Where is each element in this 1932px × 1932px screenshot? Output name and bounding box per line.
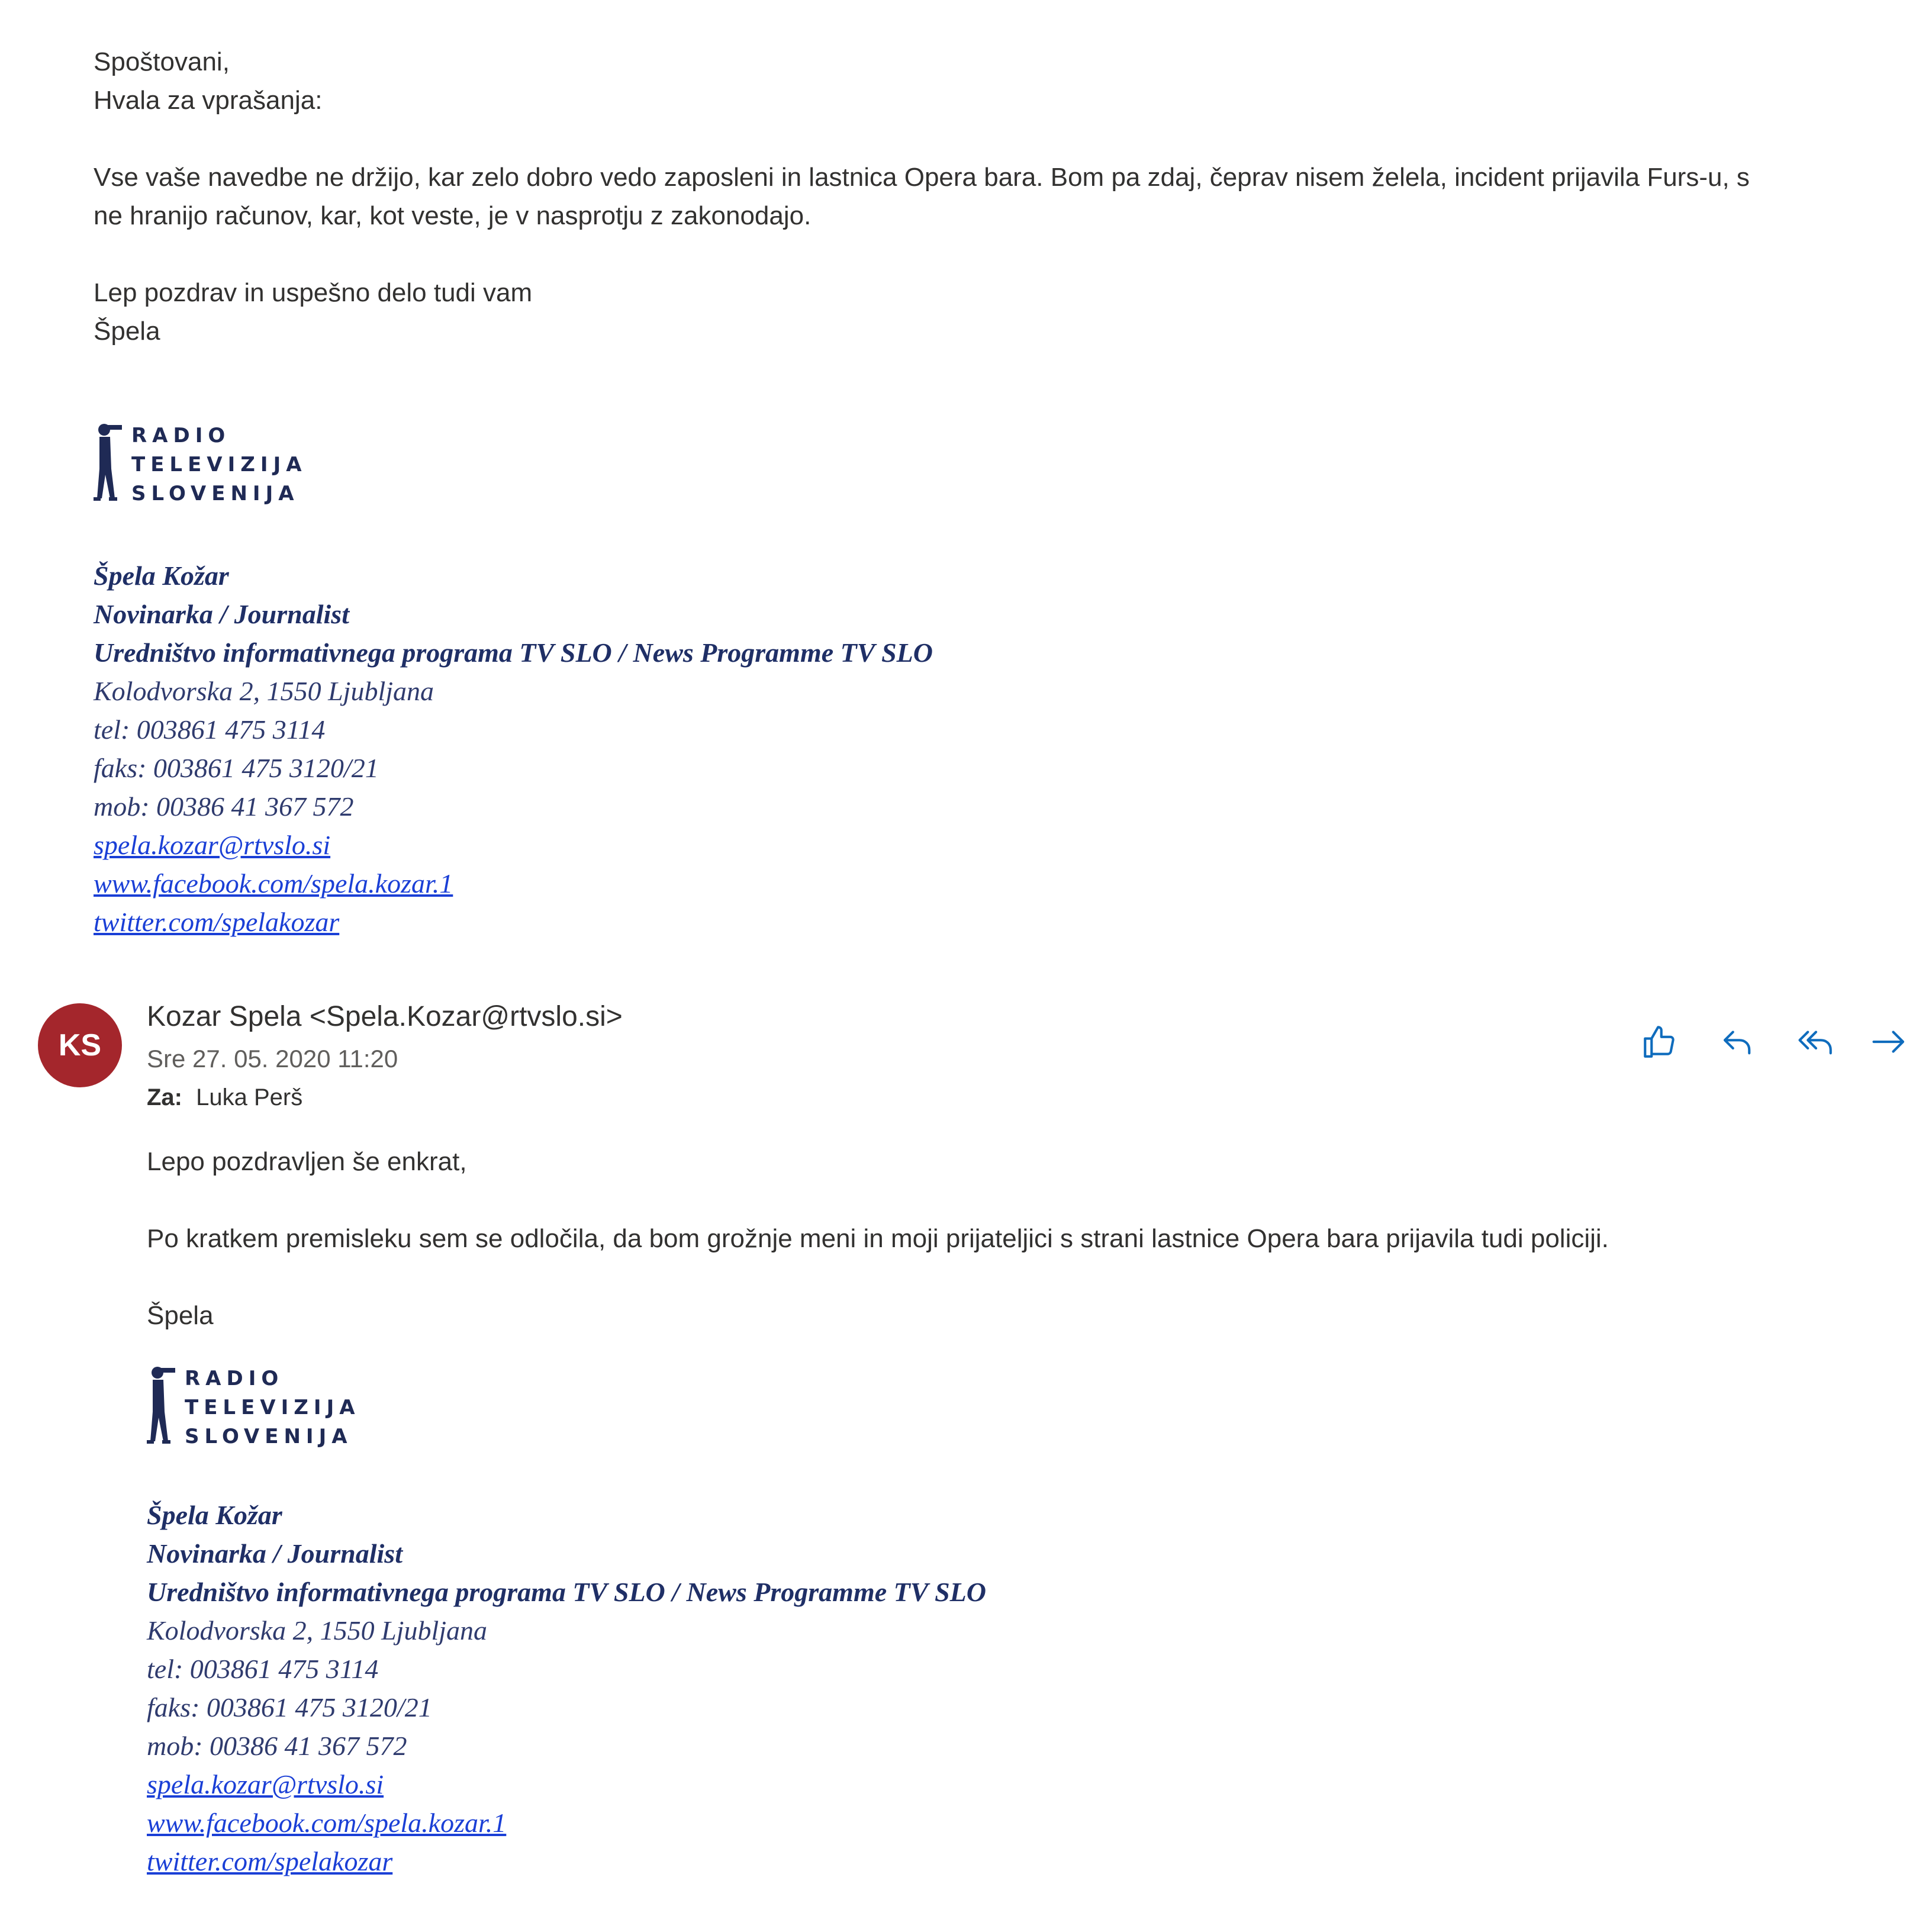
email2-paragraph: Po kratkem premisleku sem se odločila, da bom grožnje meni in moji prijateljici s strani lastnice Opera bara prijavila tudi policiji. [147,1224,1609,1253]
logo-text [131,421,307,508]
sender-avatar[interactable]: KS [38,1003,122,1087]
signature-tel: tel: 003861 475 3114 [147,1654,379,1684]
email1-closing: Lep pozdrav in uspešno delo tudi vam [94,278,533,307]
signature-role: Novinarka / Journalist [94,599,349,629]
signature-block [94,556,933,941]
trumpeter-icon [94,421,123,504]
recipient-name[interactable]: Luka Perš [196,1084,303,1110]
signature-facebook-link[interactable]: www.facebook.com/spela.kozar.1 [94,868,453,899]
signature-name: Špela Kožar [147,1500,282,1530]
email2-name: Špela [147,1301,214,1330]
sender-name[interactable]: Kozar Spela <Spela.Kozar@rtvslo.si> [147,1001,623,1032]
signature-fax: faks: 003861 475 3120/21 [94,753,379,783]
email-date: Sre 27. 05. 2020 11:20 [147,1045,398,1073]
email1-paragraph-line2: ne hranijo računov, kar, kot veste, je v nasprotju z zakonodajo. [94,201,812,230]
signature-address: Kolodvorska 2, 1550 Ljubljana [147,1615,488,1646]
signature-department: Uredništvo informativnega programa TV SLO / News Programme TV SLO [147,1577,987,1607]
rtv-slovenija-logo [147,1364,360,1451]
signature-twitter-link[interactable]: twitter.com/spelakozar [147,1846,393,1876]
signature-fax: faks: 003861 475 3120/21 [147,1692,432,1722]
signature-role: Novinarka / Journalist [147,1538,402,1569]
signature-email-link[interactable]: spela.kozar@rtvslo.si [147,1769,384,1799]
logo-text [185,1364,360,1451]
forward-icon [1870,1022,1910,1061]
email1-name: Špela [94,317,160,346]
email1-thanks: Hvala za vprašanja: [94,86,323,115]
email1-greeting: Spoštovani, [94,47,230,76]
logo-line1: RADIO [185,1367,284,1390]
forward-button[interactable] [1870,1018,1932,1065]
logo-line2: TELEVIZIJA [131,453,307,476]
signature-mob: mob: 00386 41 367 572 [147,1731,407,1761]
logo-line3: SLOVENIJA [185,1425,353,1448]
logo-line3: SLOVENIJA [131,482,300,505]
signature-block [147,1496,986,1881]
trumpeter-icon [147,1364,176,1447]
reply-icon [1718,1022,1757,1061]
like-button[interactable] [1636,1018,1683,1065]
signature-tel: tel: 003861 475 3114 [94,714,326,745]
signature-email-link[interactable]: spela.kozar@rtvslo.si [94,830,331,860]
rtv-slovenija-logo [94,421,307,508]
signature-name: Špela Kožar [94,561,229,591]
reply-all-icon [1796,1022,1836,1061]
signature-department: Uredništvo informativnega programa TV SLO / News Programme TV SLO [94,637,933,668]
signature-twitter-link[interactable]: twitter.com/spelakozar [94,907,340,937]
signature-mob: mob: 00386 41 367 572 [94,791,354,822]
recipient-line [147,1084,302,1111]
email2-greeting: Lepo pozdravljen še enkrat, [147,1147,467,1176]
logo-line1: RADIO [131,424,231,447]
reply-button[interactable] [1714,1018,1762,1065]
email1-paragraph-line1: Vse vaše navedbe ne držijo, kar zelo dobro vedo zaposleni in lastnica Opera bara. Bom pa zdaj, čeprav nisem želela, incident prijavila Furs-u, s [94,163,1750,192]
signature-facebook-link[interactable]: www.facebook.com/spela.kozar.1 [147,1808,507,1838]
reply-all-button[interactable] [1792,1018,1840,1065]
logo-line2: TELEVIZIJA [185,1396,360,1419]
like-icon [1640,1022,1679,1061]
to-label: Za: [147,1084,182,1110]
signature-address: Kolodvorska 2, 1550 Ljubljana [94,676,434,706]
